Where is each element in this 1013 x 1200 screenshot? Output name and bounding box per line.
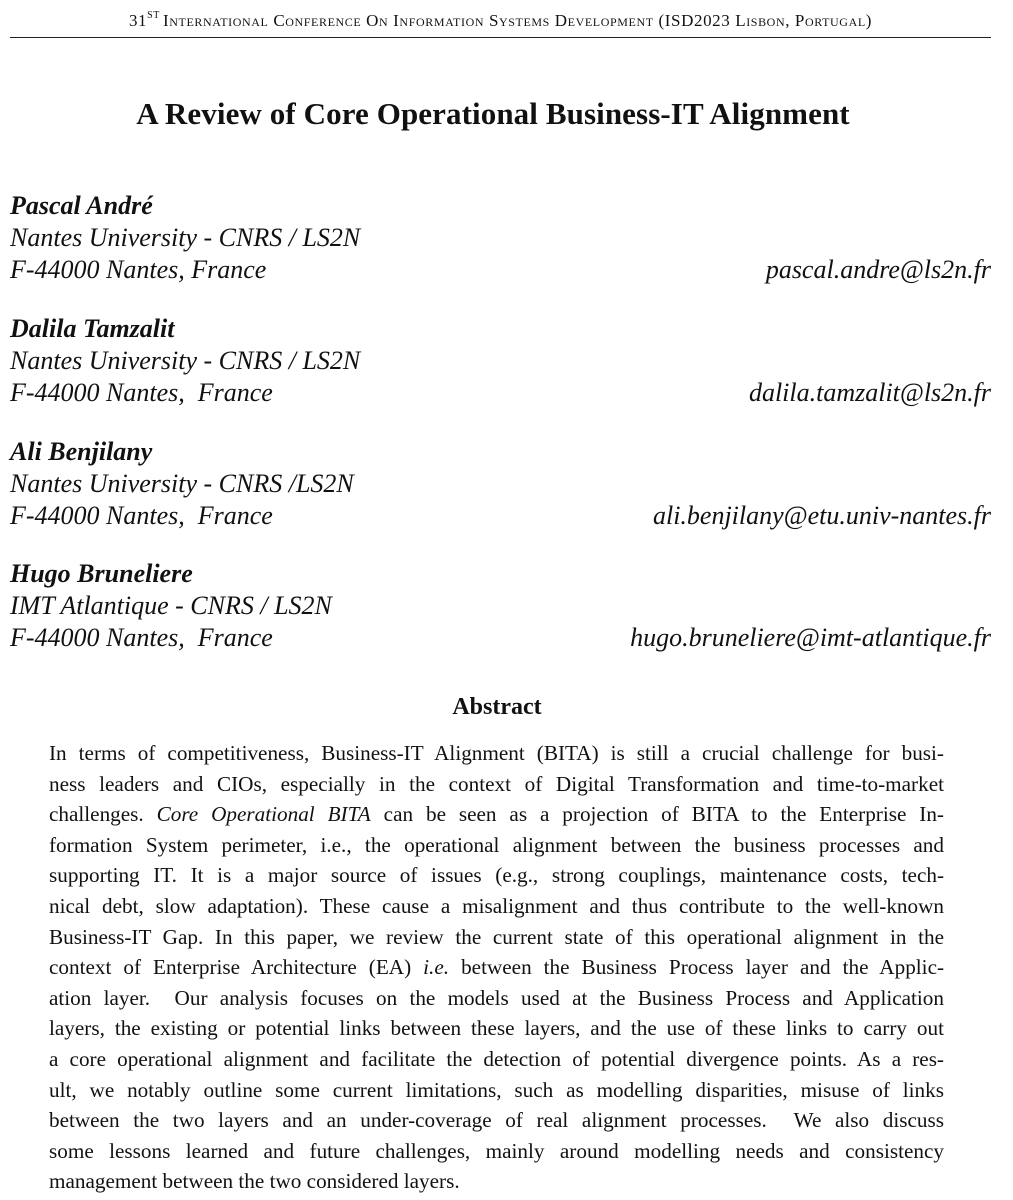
author-block	[10, 558, 991, 654]
abstract-heading: Abstract	[452, 694, 542, 720]
header-rule	[10, 37, 991, 38]
author-email: ali.benjilany@etu.univ-nantes.fr	[652, 501, 991, 530]
author-name: Ali Benjilany	[10, 437, 153, 466]
abstract-line: ation layer. Our analysis focuses on the models used at the Business Process and Application	[49, 985, 944, 1010]
author-email: pascal.andre@ls2n.fr	[765, 255, 991, 284]
abstract-line: ult, we notably outline some current limitations, such as modelling disparities, misuse of links	[49, 1077, 944, 1102]
abstract-line: some lessons learned and future challenges, mainly around modelling needs and consistency	[49, 1138, 944, 1163]
author-affiliation: Nantes University - CNRS / LS2N	[10, 346, 361, 375]
header-ordinal: 31	[128, 11, 148, 30]
abstract-text: context of Enterprise Architecture (EA)	[49, 955, 412, 980]
author-affiliation: Nantes University - CNRS /LS2N	[10, 469, 354, 498]
abstract-line: In terms of competitiveness, Business-IT Alignment (BITA) is still a crucial challenge for busi-	[49, 741, 944, 765]
abstract-body	[49, 738, 944, 1197]
abstract-line: management between the two considered layers.	[49, 1169, 460, 1194]
abstract-emphasis: Core Operational BITA	[156, 802, 371, 827]
abstract-line: ness leaders and CIOs, especially in the context of Digital Transformation and time-to-market	[49, 771, 944, 796]
author-block	[10, 436, 991, 532]
abstract-text: challenges.	[49, 802, 144, 827]
author-name: Hugo Bruneliere	[10, 559, 193, 588]
author-affiliation: IMT Atlantique - CNRS / LS2N	[10, 591, 332, 620]
author-block	[10, 190, 991, 286]
abstract-line: supporting IT. It is a major source of issues (e.g., strong couplings, maintenance costs, tech-	[49, 863, 944, 888]
header-ordinal-suffix: ST	[147, 10, 161, 21]
author-email: dalila.tamzalit@ls2n.fr	[748, 378, 991, 407]
abstract-line: layers, the existing or potential links between these layers, and the use of these links to carry out	[49, 1016, 944, 1041]
author-address: F-44000 Nantes, France	[10, 255, 267, 284]
abstract-line	[49, 952, 944, 983]
abstract-line: Business-IT Gap. In this paper, we review the current state of this operational alignment in the	[49, 924, 944, 949]
abstract-line: nical debt, slow adaptation). These cause a misalignment and thus contribute to the well-known	[49, 893, 944, 918]
paper-title: A Review of Core Operational Business-IT Alignment	[136, 96, 850, 131]
author-email: hugo.bruneliere@imt-atlantique.fr	[630, 623, 991, 652]
abstract-text: between the Business Process layer and the Applic-	[461, 955, 945, 980]
author-name: Dalila Tamzalit	[10, 314, 175, 343]
author-address: F-44000 Nantes, France	[10, 623, 273, 652]
author-name: Pascal André	[10, 191, 153, 220]
author-affiliation: Nantes University - CNRS / LS2N	[10, 223, 361, 252]
author-address: F-44000 Nantes, France	[10, 378, 273, 407]
abstract-line: a core operational alignment and facilitate the detection of potential divergence points. As a res-	[49, 1046, 944, 1071]
abstract-text: can be seen as a projection of BITA to the Enterprise In-	[383, 802, 944, 827]
running-header	[10, 11, 991, 31]
abstract-line	[49, 799, 944, 830]
abstract-emphasis: i.e.	[423, 955, 450, 980]
author-address: F-44000 Nantes, France	[10, 501, 273, 530]
header-conference-text: International Conference On Information Systems Development (ISD2023 Lisbon, Portugal)	[163, 11, 873, 30]
author-block	[10, 313, 991, 409]
abstract-line: formation System perimeter, i.e., the operational alignment between the business processes and	[49, 832, 944, 857]
abstract-line: between the two layers and an under-coverage of real alignment processes. We also discuss	[49, 1108, 944, 1133]
